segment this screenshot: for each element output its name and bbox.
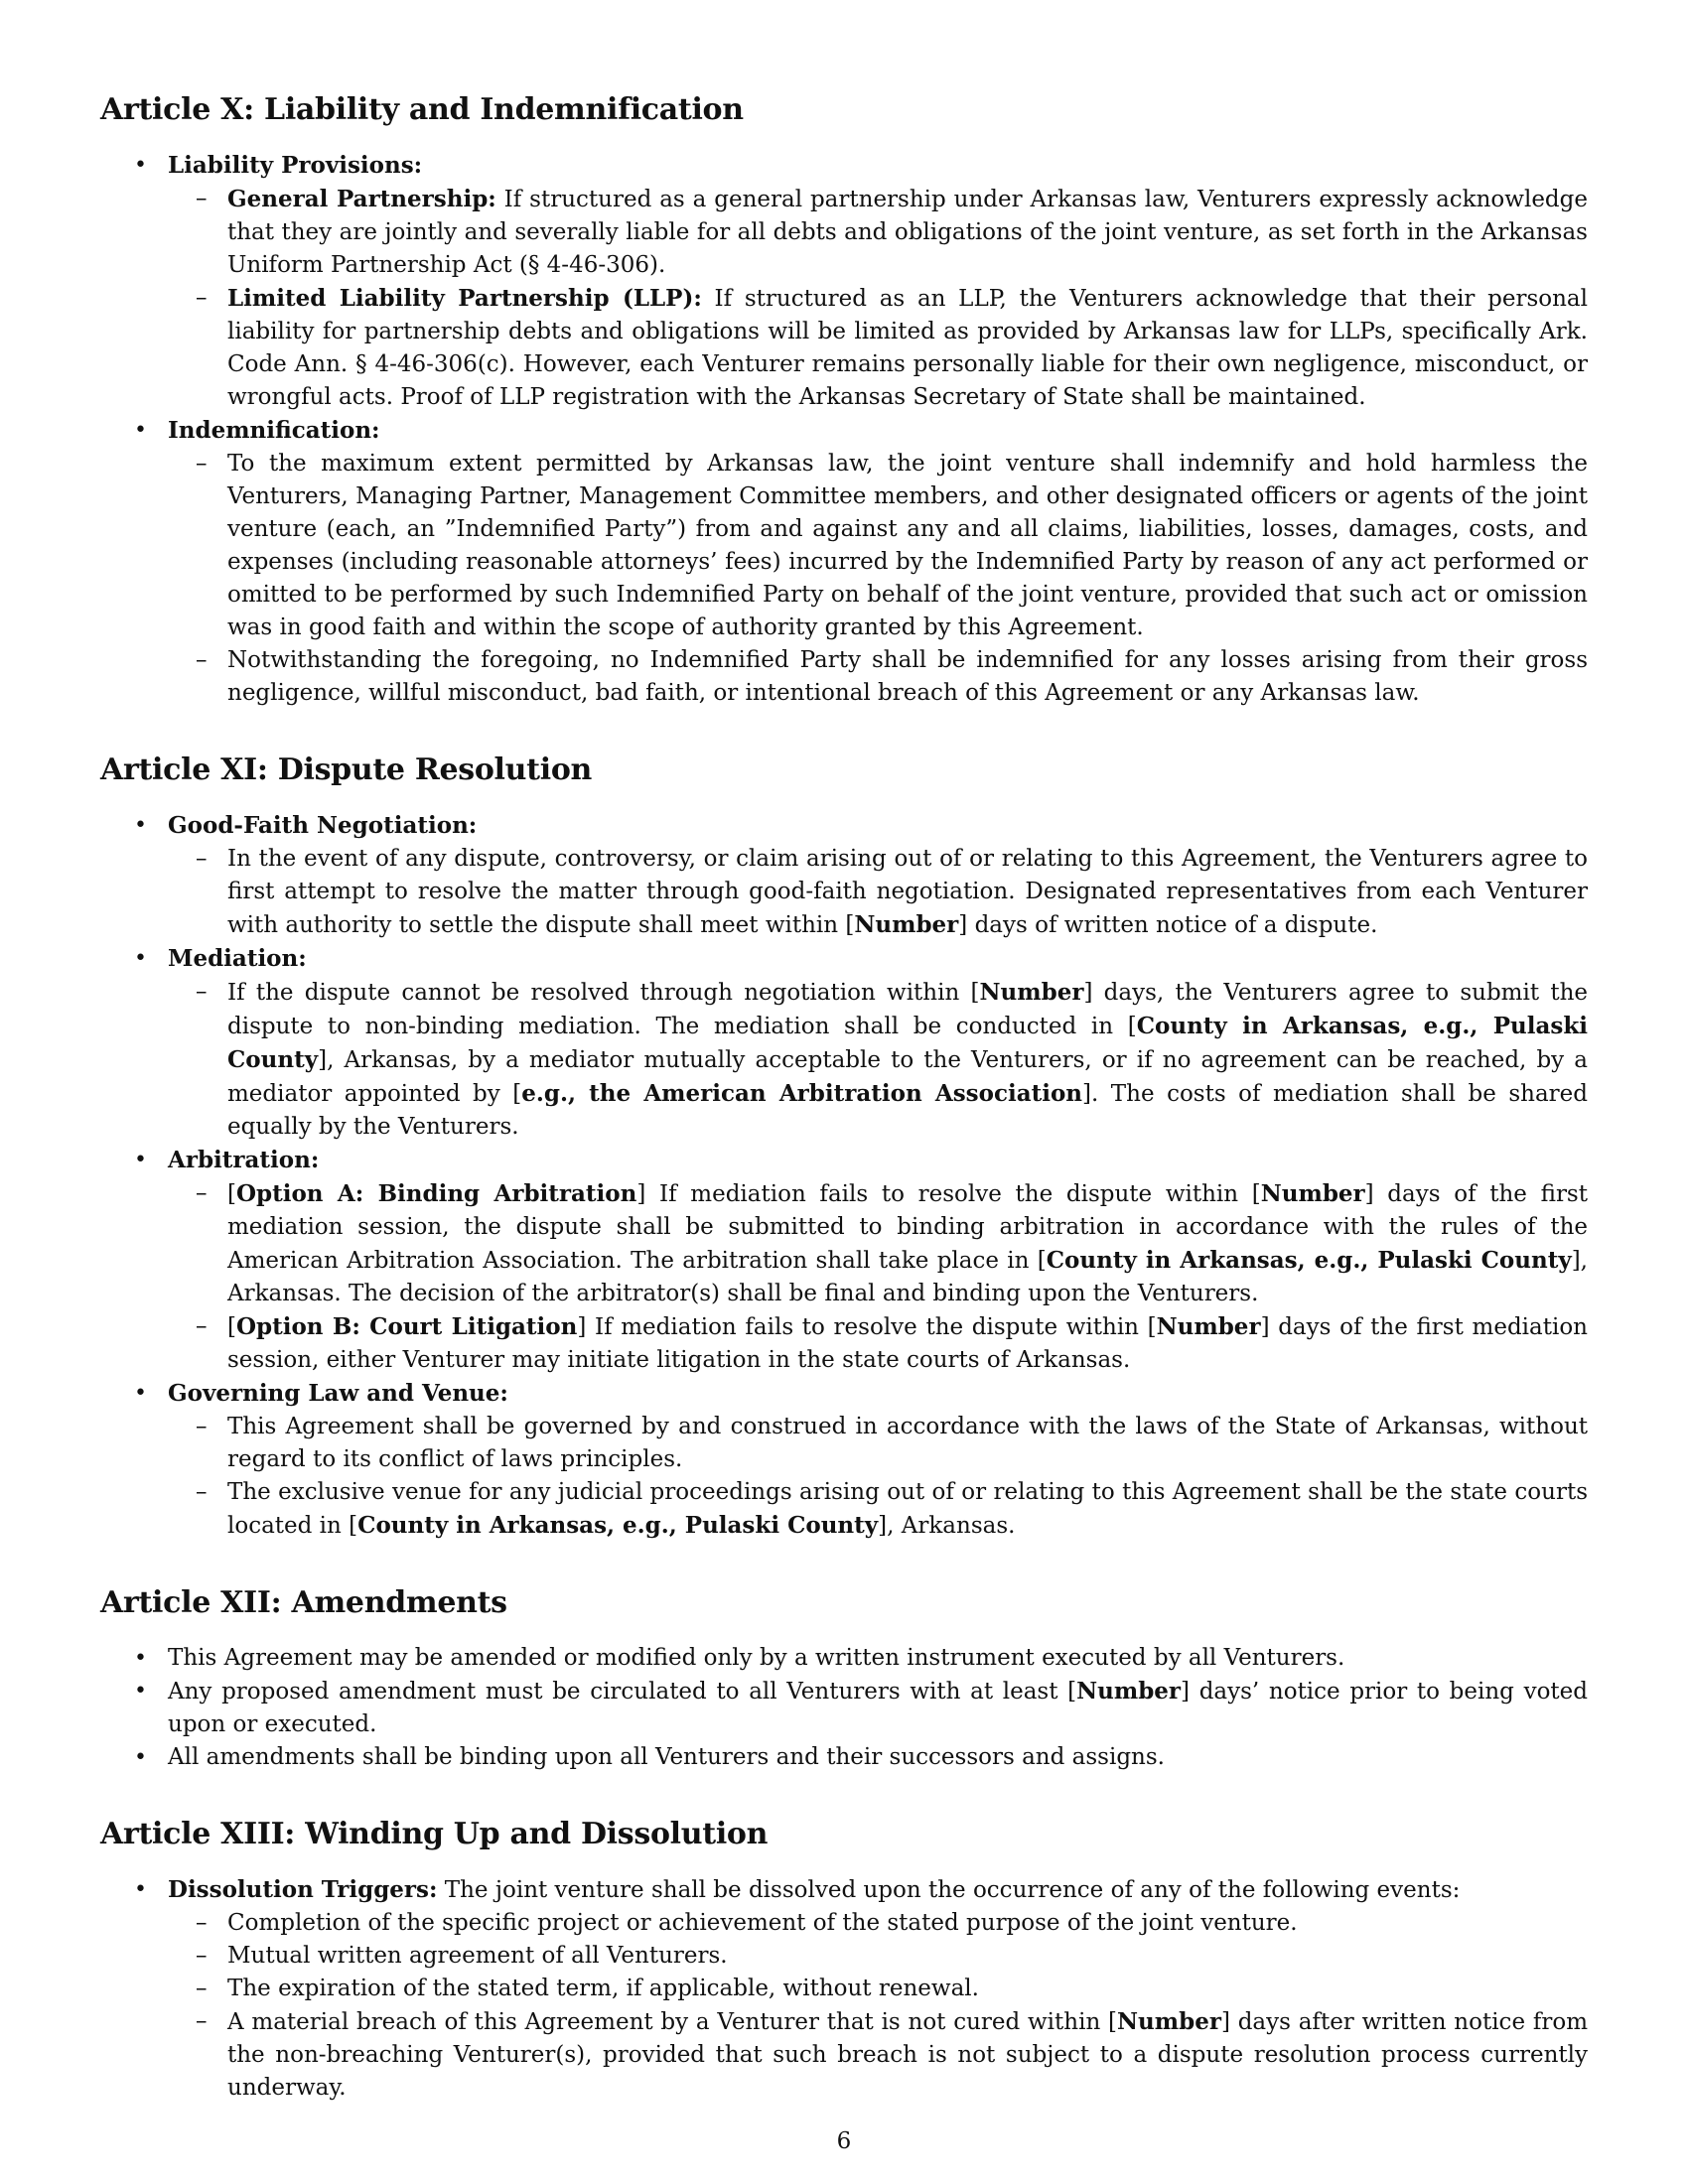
article-xi-title: Article XI: Dispute Resolution <box>100 752 593 787</box>
article-xii-title: Article XII: Amendments <box>100 1585 507 1620</box>
venue-clause: – The exclusive venue for any judicial proceedings arising out of or relating to this Agreement shall be the state courts located in [County in Arkansas, e.g., Pulaski County], Arkansas. <box>166 1476 1588 1543</box>
trigger-1: – Completion of the specific project or achievement of the stated purpose of the joint venture. <box>166 1907 1588 1940</box>
option-a-clause: – [Option A: Binding Arbitration] If mediation fails to resolve the dispute within [Number] days of the first mediation session, the dispute shall be submitted to binding arbitration in accordance with the rules of the American Arbitration Association. The arbitration shall take place in [County in Arkansas, e.g., Pulaski County], Arkansas. The decision of the arbitrator(s) shall be final and binding upon the Venturers. <box>166 1177 1588 1310</box>
amendment-item-3: • All amendments shall be binding upon all Venturers and their successors and assigns. <box>100 1741 1588 1774</box>
amendment-item-1: • This Agreement may be amended or modified only by a written instrument executed by all Venturers. <box>100 1642 1588 1675</box>
negotiation-clause: – In the event of any dispute, controversy, or claim arising out of or relating to this Agreement, the Venturers agree to first attempt to resolve the matter through good-faith negotiation. Designated representatives from each Venturer with authority to settle the dispute shall meet within [Number] days of written notice of a dispute. <box>166 843 1588 942</box>
article-x-list <box>100 149 1588 710</box>
article-x-title: Article X: Liability and Indemnification <box>100 92 744 127</box>
llp-item: – Limited Liability Partnership (LLP): If structured as an LLP, the Venturers acknowledge that their personal liability for partnership debts and obligations will be limited as provided by Arkansas law for LLPs, specifically Ark. Code Ann. § 4-46-306(c). However, each Venturer remains personally liable for their own negligence, misconduct, or wrongful acts. Proof of LLP registration with the Arkansas Secretary of State shall be maintained. <box>166 282 1588 414</box>
trigger-3: – The expiration of the stated term, if applicable, without renewal. <box>166 1973 1588 2005</box>
governing-law-item: • Governing Law and Venue: – This Agreement shall be governed by and construed in accordance with the laws of the State of Arkansas, without regard to its conflict of laws principles. – The exclusive venue for any judicial proceedings arising out of or relating to this Agreement shall be the state courts located in [County in Arkansas, e.g., Pulaski County], Arkansas. <box>100 1377 1588 1543</box>
arbitration-item: • Arbitration: – [Option A: Binding Arbitration] If mediation fails to resolve the dispute within [Number] days of the first mediation session, the dispute shall be submitted to binding arbitration in accordance with the rules of the American Arbitration Association. The arbitration shall take place in [County in Arkansas, e.g., Pulaski County], Arkansas. The decision of the arbitrator(s) shall be final and binding upon the Venturers. – [Option B: Court Litigation] If mediation fails to resolve the dispute within [Number] days of the first mediation session, either Venturer may initiate litigation in the state courts of Arkansas. <box>100 1144 1588 1377</box>
article-xii-list <box>100 1642 1588 1774</box>
indemnification-item <box>100 414 1588 710</box>
indemnification-clause-2: – Notwithstanding the foregoing, no Indemnified Party shall be indemnified for any losses arising from their gross negligence, willful misconduct, bad faith, or intentional breach of this Agreement or any Arkansas law. <box>166 644 1588 710</box>
indemnification-label: Indemnification: <box>168 417 380 444</box>
liability-provisions-label: Liability Provisions: <box>168 152 423 179</box>
article-xiii-list <box>100 1873 1588 2105</box>
liability-provisions-item <box>100 149 1588 414</box>
trigger-2: – Mutual written agreement of all Venturers. <box>166 1940 1588 1973</box>
general-partnership-item: – General Partnership: If structured as a general partnership under Arkansas law, Venturers expressly acknowledge that they are jointly and severally liable for all debts and obligations of the joint venture, as set forth in the Arkansas Uniform Partnership Act (§ 4-46-306). <box>166 183 1588 282</box>
mediation-clause: – If the dispute cannot be resolved through negotiation within [Number] days, the Venturers agree to submit the dispute to non-binding mediation. The mediation shall be conducted in [County in Arkansas, e.g., Pulaski County], Arkansas, by a mediator mutually acceptable to the Venturers, or if no agreement can be reached, by a mediator appointed by [e.g., the American Arbitration Association]. The costs of mediation shall be shared equally by the Venturers. <box>166 976 1588 1144</box>
article-xiii-title: Article XIII: Winding Up and Dissolution <box>100 1817 769 1851</box>
article-xi-list <box>100 809 1588 1543</box>
mediation-item: • Mediation: – If the dispute cannot be resolved through negotiation within [Number] days, the Venturers agree to submit the dispute to non-binding mediation. The mediation shall be conducted in [County in Arkansas, e.g., Pulaski County], Arkansas, by a mediator mutually acceptable to the Venturers, or if no agreement can be reached, by a mediator appointed by [e.g., the American Arbitration Association]. The costs of mediation shall be shared equally by the Venturers. <box>100 942 1588 1144</box>
page-number: 6 <box>836 2128 852 2154</box>
amendment-item-2: • Any proposed amendment must be circulated to all Venturers with at least [Number] days’ notice prior to being voted upon or executed. <box>100 1675 1588 1741</box>
good-faith-negotiation-item: • Good-Faith Negotiation: – In the event of any dispute, controversy, or claim arising out of or relating to this Agreement, the Venturers agree to first attempt to resolve the matter through good-faith negotiation. Designated representatives from each Venturer with authority to settle the dispute shall meet within [Number] days of written notice of a dispute. <box>100 809 1588 942</box>
article-xii <box>100 1580 1588 1774</box>
trigger-4: – A material breach of this Agreement by a Venturer that is not cured within [Number] days after written notice from the non-breaching Venturer(s), provided that such breach is not subject to a dispute resolution process currently underway. <box>166 2005 1588 2105</box>
governing-law-clause: – This Agreement shall be governed by and construed in accordance with the laws of the State of Arkansas, without regard to its conflict of laws principles. <box>166 1411 1588 1476</box>
article-xiii <box>100 1812 1588 2105</box>
article-x <box>100 87 1588 710</box>
indemnification-clause-1: – To the maximum extent permitted by Arkansas law, the joint venture shall indemnify and hold harmless the Venturers, Managing Partner, Management Committee members, and other designated officers or agents of the joint venture (each, an ”Indemnified Party”) from and against any and all claims, liabilities, losses, damages, costs, and expenses (including reasonable attorneys’ fees) incurred by the Indemnified Party by reason of any act performed or omitted to be performed by such Indemnified Party on behalf of the joint venture, provided that such act or omission was in good faith and within the scope of authority granted by this Agreement. <box>166 448 1588 644</box>
option-b-clause: – [Option B: Court Litigation] If mediation fails to resolve the dispute within [Number] days of the first mediation session, either Venturer may initiate litigation in the state courts of Arkansas. <box>166 1310 1588 1377</box>
document-page <box>100 87 1588 2142</box>
article-xi <box>100 748 1588 1543</box>
dissolution-triggers-item: • Dissolution Triggers: The joint venture shall be dissolved upon the occurrence of any of the following events: – Completion of the specific project or achievement of the stated purpose of the joint venture. – Mutual written agreement of all Venturers. – The expiration of the stated term, if applicable, without renewal. – A material breach of this Agreement by a Venturer that is not cured within [Number] days after written notice from the non-breaching Venturer(s), provided that such breach is not subject to a dispute resolution process currently underway. <box>100 1873 1588 2105</box>
